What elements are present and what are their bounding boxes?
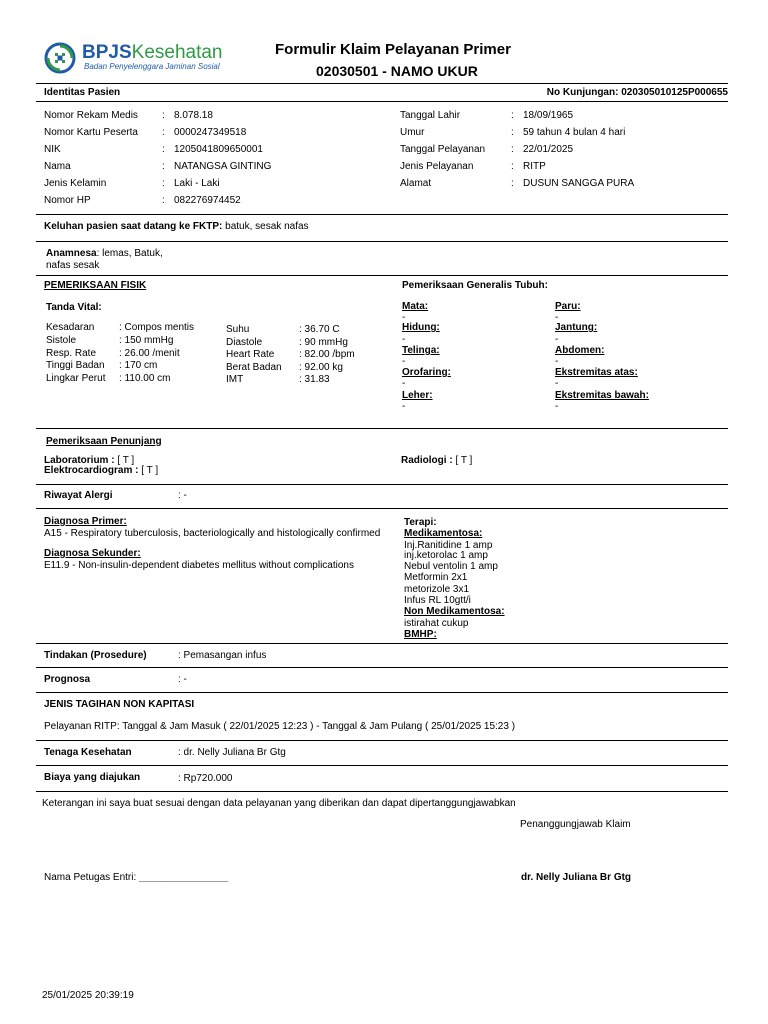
penunjang-heading: Pemeriksaan Penunjang [46,436,162,447]
divider [36,214,728,215]
generalis-value: - [555,312,559,323]
divider [36,83,728,84]
generalis-value: - [402,312,406,323]
terapi-label: Terapi: [404,517,437,528]
page-subtitle: 02030501 - NAMO UKUR [316,63,478,79]
bpjs-emblem-icon [44,42,76,74]
fisik-heading: PEMERIKSAAN FISIK [44,280,147,291]
radiologi-label: Radiologi : [401,455,453,466]
keluhan-value: batuk, sesak nafas [225,221,309,232]
field-colon: : [511,127,514,138]
divider [36,508,728,509]
prognosa-value: : - [178,674,187,685]
penanggung-label: Penanggungjawab Klaim [520,819,631,830]
identitas-heading: Identitas Pasien [44,87,121,98]
generalis-value: - [555,356,559,367]
vital-label: Tinggi Badan [46,360,105,371]
non-medikamentosa-value: istirahat cukup [404,618,469,629]
biaya-label: Biaya yang diajukan [44,772,141,783]
vital-label: Heart Rate [226,349,275,360]
tindakan-value: : Pemasangan infus [178,650,267,661]
vital-label: Sistole [46,335,77,346]
medikamentosa-item: Nebul ventolin 1 amp [404,561,498,572]
field-value: 18/09/1965 [523,110,574,121]
generalis-label: Jantung: [555,322,598,333]
kunjungan-number: No Kunjungan: 020305010125P000655 [546,87,728,98]
generalis-label: Mata: [402,301,429,312]
field-value: 22/01/2025 [523,144,574,155]
divider [36,275,728,276]
generalis-value: - [402,401,406,412]
diagnosa-sekunder-label: Diagnosa Sekunder: [44,548,141,559]
vital-value: : 82.00 /bpm [299,349,355,360]
vital-value: : 92.00 kg [299,362,343,373]
medikamentosa-label: Medikamentosa: [404,528,483,539]
radiologi-value: [ T ] [455,455,473,466]
vital-label: IMT [226,374,244,385]
generalis-label: Ekstremitas bawah: [555,390,649,401]
field-colon: : [511,161,514,172]
generalis-label: Paru: [555,301,581,312]
anamnesa-value: : lemas, Batuk, [96,248,163,259]
generalis-value: - [555,401,559,412]
generalis-label: Orofaring: [402,367,451,378]
field-colon: : [511,110,514,121]
prognosa-label: Prognosa [44,674,91,685]
generalis-value: - [555,334,559,345]
page-title: Formulir Klaim Pelayanan Primer [275,41,511,58]
field-colon: : [162,110,165,121]
vital-label: Berat Badan [226,362,282,373]
medikamentosa-item: Infus RL 10gtt/i [404,595,471,606]
vital-label: Kesadaran [46,322,95,333]
divider [36,101,728,102]
generalis-label: Ekstremitas atas: [555,367,638,378]
diagnosa-primer-value: A15 - Respiratory tuberculosis, bacteriologically and histologically confirmed [44,528,381,539]
field-colon: : [511,144,514,155]
field-value: DUSUN SANGGA PURA [523,178,635,189]
alergi-label: Riwayat Alergi [44,490,113,501]
print-timestamp: 25/01/2025 20:39:19 [42,990,134,1001]
lab-value: [ T ] [117,455,135,466]
divider [36,484,728,485]
field-colon: : [511,178,514,189]
generalis-value: - [402,378,406,389]
diagnosa-sekunder-value: E11.9 - Non-insulin-dependent diabetes mellitus without complications [44,560,354,571]
field-label: Jenis Kelamin [44,178,107,189]
bpjs-logo [44,40,224,80]
field-value: 1205041809650001 [174,144,263,155]
petugas-entri [44,872,228,883]
field-value: 0000247349518 [174,127,247,138]
anamnesa [46,248,163,259]
field-colon: : [162,127,165,138]
field-label: Jenis Pelayanan [400,161,474,172]
divider [36,692,728,693]
field-label: Nama [44,161,71,172]
vital-value: : 110.00 cm [119,373,171,384]
generalis-label: Abdomen: [555,345,605,356]
tenaga-value: : dr. Nelly Juliana Br Gtg [178,747,286,758]
field-value: 59 tahun 4 bulan 4 hari [523,127,626,138]
field-colon: : [162,178,165,189]
generalis-heading: Pemeriksaan Generalis Tubuh: [402,280,548,291]
vital-value: : 150 mmHg [119,335,174,346]
generalis-label: Leher: [402,390,433,401]
field-colon: : [162,195,165,206]
vital-label: Suhu [226,324,250,335]
field-value: 082276974452 [174,195,241,206]
field-value: RITP [523,161,546,172]
field-value: NATANGSA GINTING [174,161,272,172]
vital-label: Diastole [226,337,263,348]
field-label: Nomor HP [44,195,91,206]
signer-name: dr. Nelly Juliana Br Gtg [521,872,632,883]
divider [36,643,728,644]
brand-tagline: Badan Penyelenggara Jaminan Sosial [84,62,220,71]
lab-label: Laboratorium : [44,455,115,466]
divider [36,428,728,429]
field-colon: : [162,144,165,155]
generalis-value: - [555,378,559,389]
anamnesa-label: Anamnesa [46,248,97,259]
field-colon: : [162,161,165,172]
vital-value: : 31.83 [299,374,330,385]
radiologi [401,455,472,466]
tindakan-label: Tindakan (Prosedure) [44,650,147,661]
diagnosa-primer-label: Diagnosa Primer: [44,516,127,527]
tagihan-heading: JENIS TAGIHAN NON KAPITASI [44,699,195,710]
vital-value: : 26.00 /menit [119,348,180,359]
vital-value: : 170 cm [119,360,158,371]
field-label: Tanggal Pelayanan [400,144,486,155]
ekg-label: Elektrocardiogram : [44,465,139,476]
vital-label: Resp. Rate [46,348,97,359]
field-value: Laki - Laki [174,178,220,189]
keluhan [44,221,309,232]
keterangan-text: Keterangan ini saya buat sesuai dengan data pelayanan yang diberikan dan dapat dipertanggungjawabkan [42,798,516,809]
vital-value: : Compos mentis [119,322,195,333]
divider [36,740,728,741]
vital-value: : 90 mmHg [299,337,348,348]
bmhp-label: BMHP: [404,629,437,640]
field-label: Tanggal Lahir [400,110,461,121]
alergi-value: : - [178,490,187,501]
tanda-vital-label: Tanda Vital: [46,302,102,313]
field-label: Nomor Kartu Peserta [44,127,138,138]
keluhan-label: Keluhan pasien saat datang ke FKTP: [44,221,223,232]
vital-value: : 36.70 C [299,324,340,335]
divider [36,667,728,668]
field-label: NIK [44,144,61,155]
ekg [44,465,158,476]
generalis-value: - [402,356,406,367]
biaya-value: : Rp720.000 [178,773,233,784]
generalis-label: Telinga: [402,345,440,356]
medikamentosa-item: Metformin 2x1 [404,572,468,583]
brand-bpjs: BPJS [82,42,132,63]
field-value: 8.078.18 [174,110,213,121]
field-label: Alamat [400,178,432,189]
ekg-value: [ T ] [141,465,159,476]
medikamentosa-item: metorizole 3x1 [404,584,470,595]
tenaga-label: Tenaga Kesehatan [44,747,132,758]
divider [36,765,728,766]
tagihan-text: Pelayanan RITP: Tanggal & Jam Masuk ( 22/01/2025 12:23 ) - Tanggal & Jam Pulang ( 25/01/2025 15:23 ) [44,721,516,732]
brand-kesehatan: Kesehatan [131,42,223,63]
anamnesa-value-2: nafas sesak [46,260,100,271]
generalis-value: - [402,334,406,345]
field-label: Umur [400,127,425,138]
petugas-value: ________________ [139,872,229,883]
medikamentosa-item: Inj.Ranitidine 1 amp [404,540,493,551]
field-label: Nomor Rekam Medis [44,110,138,121]
divider [36,241,728,242]
divider [36,791,728,792]
petugas-label: Nama Petugas Entri: [44,872,137,883]
vital-label: Lingkar Perut [46,373,106,384]
medikamentosa-item: inj.ketorolac 1 amp [404,550,488,561]
generalis-label: Hidung: [402,322,440,333]
non-medikamentosa-label: Non Medikamentosa: [404,606,505,617]
